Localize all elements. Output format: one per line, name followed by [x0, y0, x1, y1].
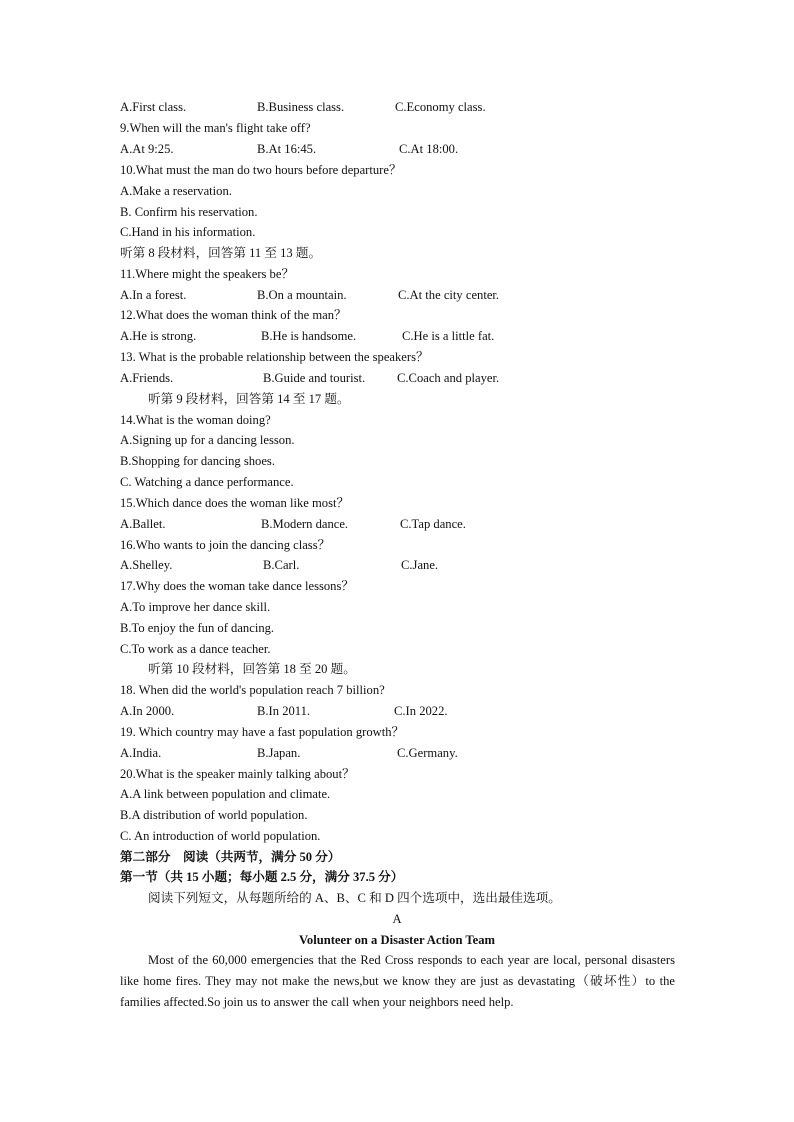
q15-question: 15.Which dance does the woman like most？	[120, 496, 350, 510]
q13-option-c: C.Coach and player.	[397, 371, 500, 385]
q20-option-a: A.A link between population and climate.	[120, 787, 331, 801]
q13-option-a: A.Friends.	[120, 371, 174, 385]
q12-option-b: B.He is handsome.	[261, 329, 357, 343]
q13-question: 13. What is the probable relationship between the speakers？	[120, 350, 429, 364]
q8-option-a: A.First class.	[120, 100, 187, 114]
section-9-instruction: 听第 9 段材料，回答第 14 至 17 题。	[148, 392, 350, 406]
q10-option-a: A.Make a reservation.	[120, 184, 232, 198]
q18-option-a: A.In 2000.	[120, 704, 175, 718]
q19-option-a: A.India.	[120, 746, 162, 760]
q20-option-b: B.A distribution of world population.	[120, 808, 308, 822]
q10-option-c: C.Hand in his information.	[120, 225, 256, 239]
q18-option-b: B.In 2011.	[257, 704, 311, 718]
q14-option-b: B.Shopping for dancing shoes.	[120, 454, 275, 468]
passage-paragraph	[120, 950, 675, 1013]
q19-option-b: B.Japan.	[257, 746, 301, 760]
part-2-heading: 第二部分 阅读（共两节，满分 50 分）	[120, 850, 341, 864]
q13-option-b: B.Guide and tourist.	[263, 371, 366, 385]
q15-option-b: B.Modern dance.	[261, 517, 349, 531]
q12-question: 12.What does the woman think of the man？	[120, 308, 347, 322]
q12-option-a: A.He is strong.	[120, 329, 197, 343]
q15-option-a: A.Ballet.	[120, 517, 166, 531]
q10-option-b: B. Confirm his reservation.	[120, 205, 258, 219]
q17-option-c: C.To work as a dance teacher.	[120, 642, 271, 656]
passage-text: Most of the 60,000 emergencies that the Red Cross responds to each year are local, personal disasters like home fires. They may not make the news,but we know they are just as devastating（破坏性）to the families affected.So join us to answer the call when your neighbors need help.	[120, 953, 675, 1009]
q12-option-c: C.He is a little fat.	[402, 329, 495, 343]
q20-option-c: C. An introduction of world population.	[120, 829, 321, 843]
passage-letter: A	[392, 912, 402, 926]
reading-instructions: 阅读下列短文，从每题所给的 A、B、C 和 D 四个选项中，选出最佳选项。	[148, 891, 561, 905]
q10-question: 10.What must the man do two hours before departure？	[120, 163, 402, 177]
passage-title: Volunteer on a Disaster Action Team	[298, 933, 496, 947]
q8-option-b: B.Business class.	[257, 100, 345, 114]
section-8-instruction: 听第 8 段材料，回答第 11 至 13 题。	[120, 246, 322, 260]
q14-option-a: A.Signing up for a dancing lesson.	[120, 433, 295, 447]
q16-option-c: C.Jane.	[401, 558, 439, 572]
q20-question: 20.What is the speaker mainly talking about？	[120, 767, 355, 781]
q17-option-a: A.To improve her dance skill.	[120, 600, 271, 614]
q11-question: 11.Where might the speakers be？	[120, 267, 295, 281]
q14-question: 14.What is the woman doing?	[120, 413, 271, 427]
section-10-instruction: 听第 10 段材料，回答第 18 至 20 题。	[148, 662, 356, 676]
q19-option-c: C.Germany.	[397, 746, 458, 760]
q11-option-a: A.In a forest.	[120, 288, 187, 302]
q9-option-c: C.At 18:00.	[399, 142, 459, 156]
q19-question: 19. Which country may have a fast population growth？	[120, 725, 405, 739]
q9-option-a: A.At 9:25.	[120, 142, 174, 156]
q17-option-b: B.To enjoy the fun of dancing.	[120, 621, 275, 635]
q16-option-b: B.Carl.	[263, 558, 300, 572]
q16-question: 16.Who wants to join the dancing class？	[120, 538, 331, 552]
q16-option-a: A.Shelley.	[120, 558, 173, 572]
q18-option-c: C.In 2022.	[394, 704, 448, 718]
q9-option-b: B.At 16:45.	[257, 142, 317, 156]
q11-option-b: B.On a mountain.	[257, 288, 347, 302]
q8-option-c: C.Economy class.	[395, 100, 486, 114]
q9-question: 9.When will the man's flight take off?	[120, 121, 311, 135]
q11-option-c: C.At the city center.	[398, 288, 500, 302]
q14-option-c: C. Watching a dance performance.	[120, 475, 294, 489]
section-1-heading: 第一节（共 15 小题；每小题 2.5 分，满分 37.5 分）	[120, 870, 404, 884]
q18-question: 18. When did the world's population reach 7 billion?	[120, 683, 385, 697]
q15-option-c: C.Tap dance.	[400, 517, 466, 531]
q17-question: 17.Why does the woman take dance lessons？	[120, 579, 354, 593]
